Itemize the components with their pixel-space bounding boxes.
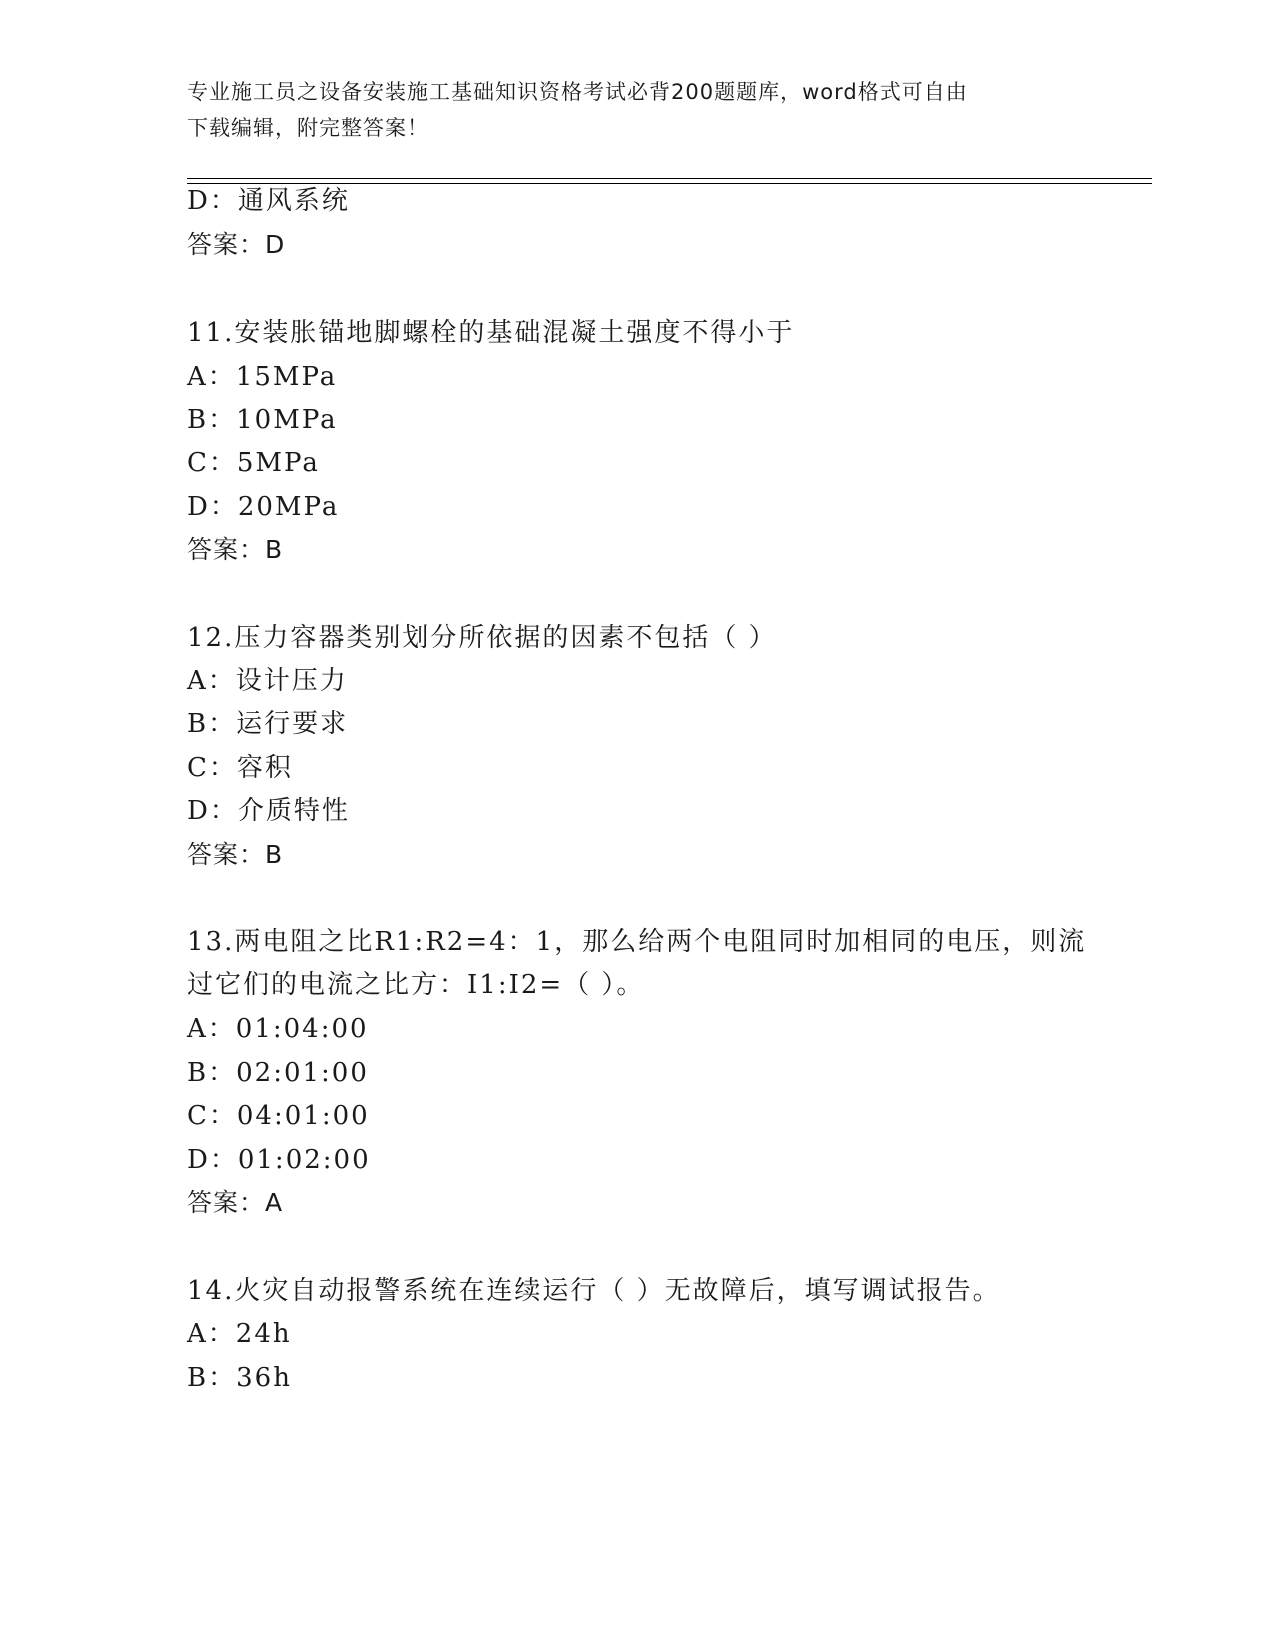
question-13-option-c: C：04:01:00: [187, 1101, 370, 1131]
question-11-stem: 11.安装胀锚地脚螺栓的基础混凝土强度不得小于: [187, 318, 795, 348]
question-11-option-c: C：5MPa: [187, 448, 320, 478]
prev-question-option-d: D：通风系统: [187, 186, 350, 216]
header-line-2: 下载编辑，附完整答案！: [187, 116, 429, 140]
document-header: [187, 74, 1087, 146]
question-11-option-a: A：15MPa: [187, 362, 338, 392]
question-14-stem: 14.火灾自动报警系统在连续运行（ ）无故障后，填写调试报告。: [187, 1276, 1001, 1306]
question-12-answer: 答案：B: [187, 840, 284, 869]
question-14-option-b: B：36h: [187, 1363, 292, 1393]
question-12-option-b: B：运行要求: [187, 709, 349, 739]
header-divider-top: [187, 178, 1152, 179]
question-12-option-c: C：容积: [187, 753, 293, 783]
question-13-answer: 答案：A: [187, 1188, 284, 1217]
question-13-stem-line-2: 过它们的电流之比方：I1:I2=（ ）。: [187, 970, 645, 1000]
question-13-option-b: B：02:01:00: [187, 1058, 369, 1088]
question-12-stem: 12.压力容器类别划分所依据的因素不包括（ ）: [187, 623, 777, 653]
question-12-option-d: D：介质特性: [187, 796, 350, 826]
question-14-option-a: A：24h: [187, 1319, 292, 1349]
question-11-option-d: D：20MPa: [187, 492, 340, 522]
question-12-option-a: A：设计压力: [187, 666, 348, 696]
question-11-option-b: B：10MPa: [187, 405, 338, 435]
question-13-option-a: A：01:04:00: [187, 1014, 369, 1044]
question-11-answer: 答案：B: [187, 535, 284, 564]
prev-question-answer: 答案：D: [187, 230, 286, 259]
header-divider-bottom: [187, 183, 1152, 184]
question-13-stem-line-1: 13.两电阻之比R1:R2=4：1，那么给两个电阻同时加相同的电压，则流: [187, 927, 1087, 957]
header-line-1: 专业施工员之设备安装施工基础知识资格考试必背200题题库，word格式可自由: [187, 80, 968, 104]
question-13-option-d: D：01:02:00: [187, 1145, 371, 1175]
